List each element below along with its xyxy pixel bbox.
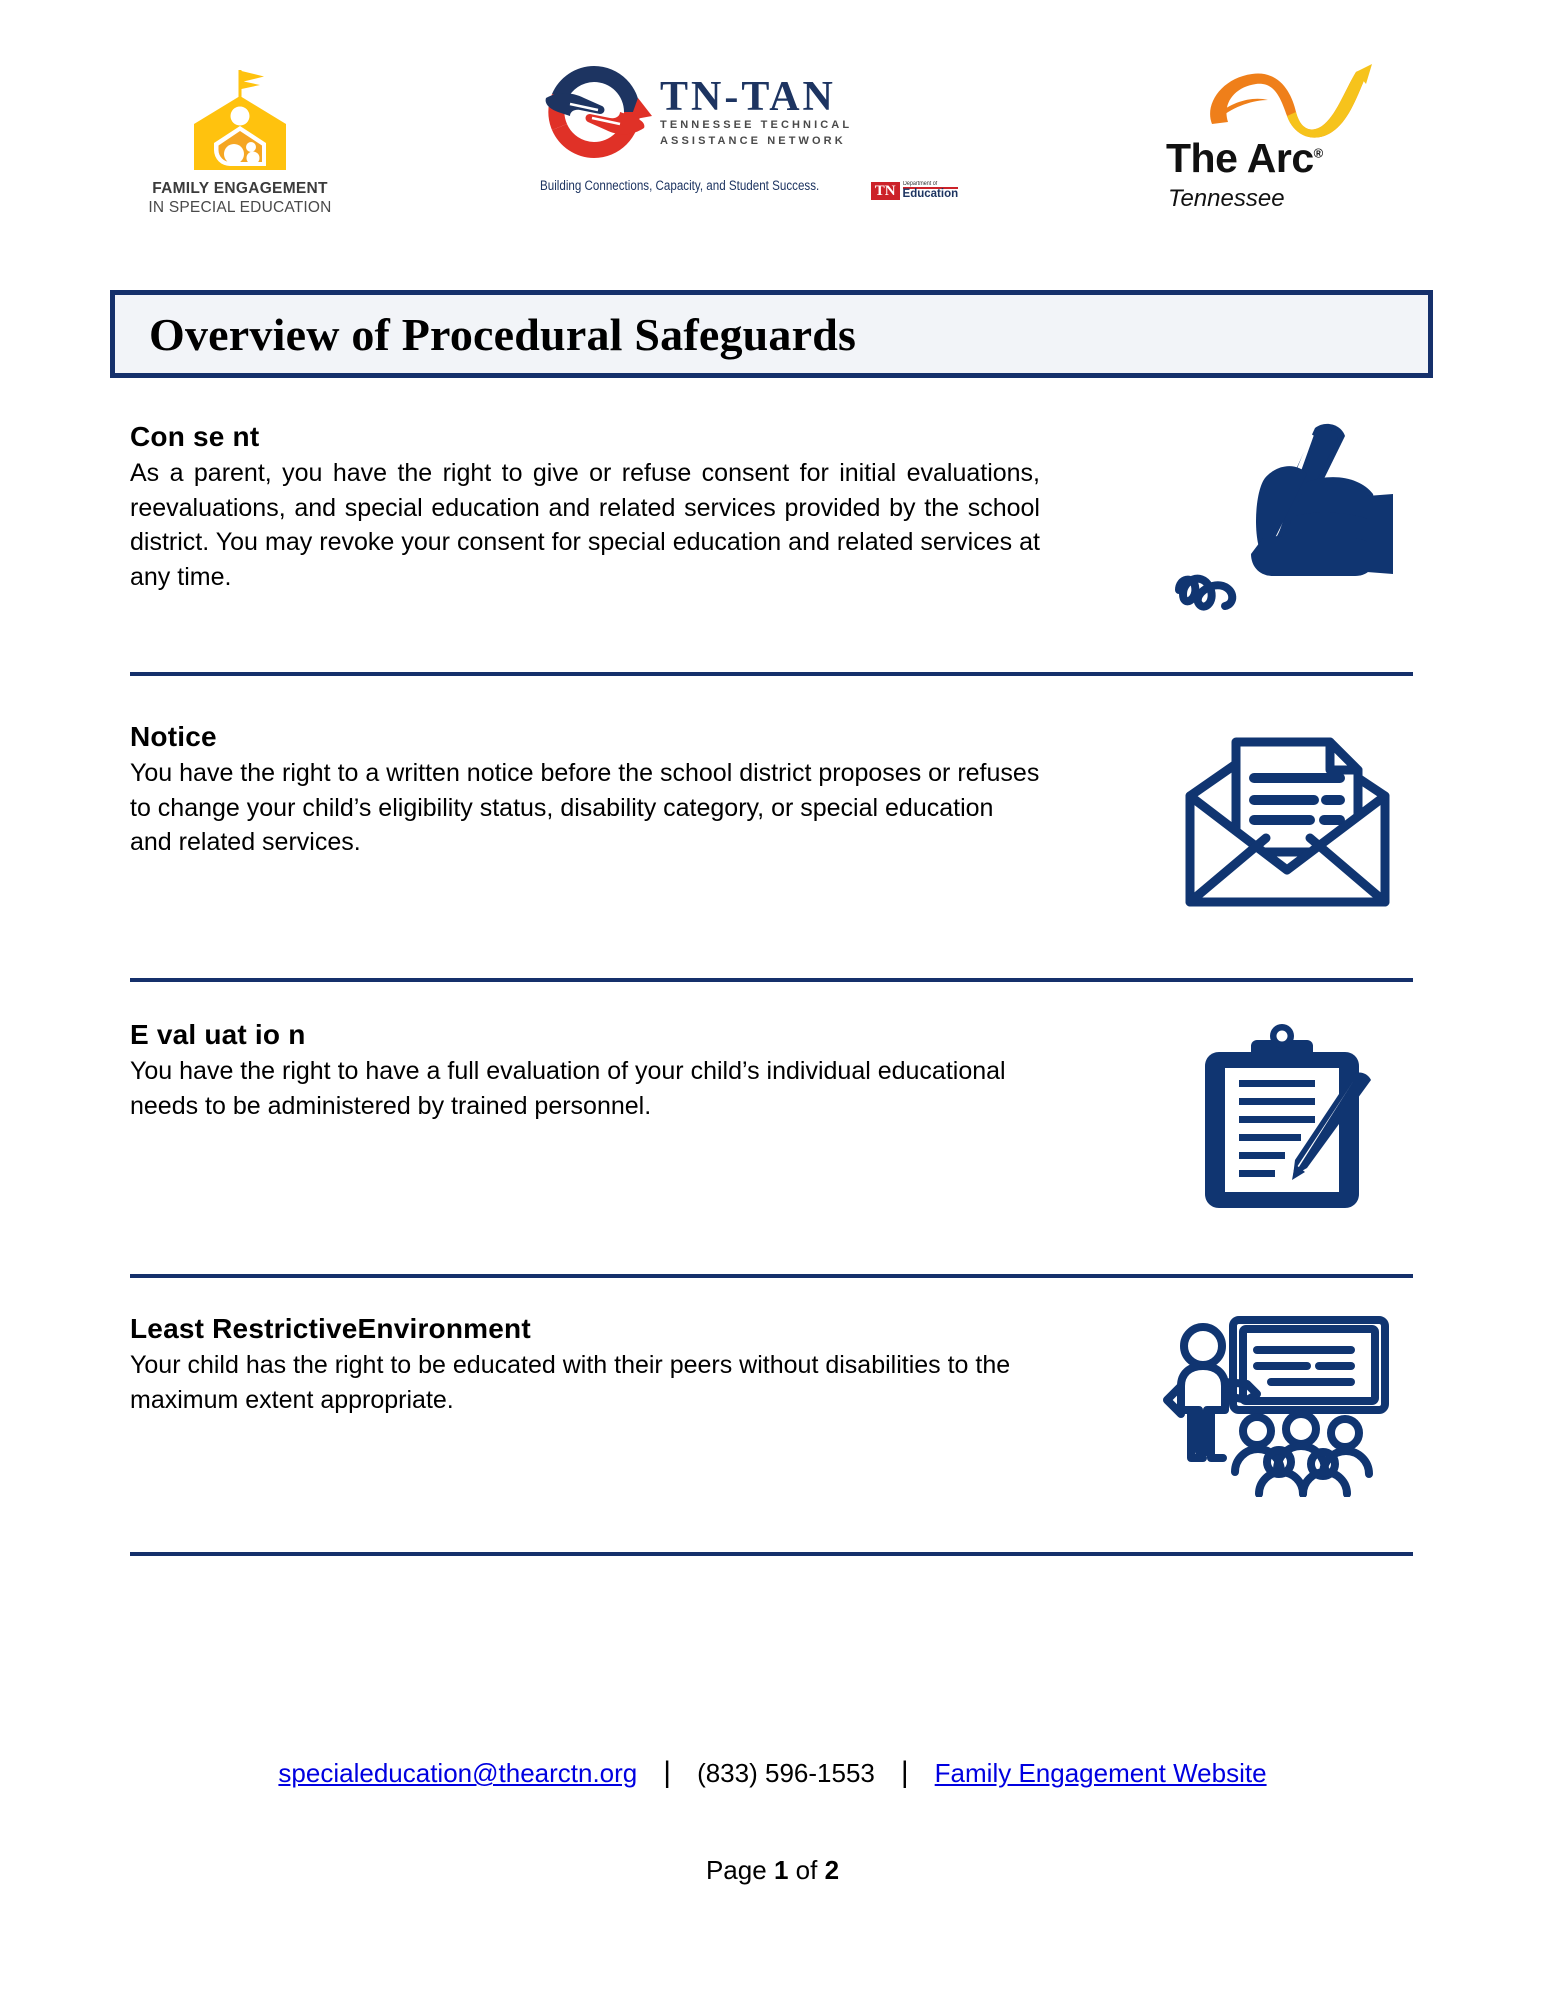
logo-arc-registered-mark: ® xyxy=(1313,145,1323,161)
header-logo-bar xyxy=(0,56,1545,236)
tn-department-of-education-badge xyxy=(871,170,958,200)
section-consent-heading: Con se nt xyxy=(130,421,260,452)
section-evaluation-body: You have the right to have a full evaluation of your child’s individual educational needs to be administered by trained personnel. xyxy=(130,1057,1006,1120)
shaking-hands-circle-icon xyxy=(540,58,652,166)
footer-email-link[interactable]: specialeducation@thearctn.org xyxy=(278,1758,638,1788)
logo-the-arc-tennessee xyxy=(1160,60,1410,232)
logo-tn-tan-title: TN-TAN xyxy=(660,74,836,121)
footer-separator: | xyxy=(900,1755,909,1789)
page-title: Overview of Procedural Safeguards xyxy=(149,308,857,360)
page-number-current: 1 xyxy=(773,1855,789,1885)
logo-tn-tan-subtitle-line2: ASSISTANCE NETWORK xyxy=(660,135,846,147)
schoolhouse-flag-icon xyxy=(100,62,380,174)
logo-arc-state: Tennessee xyxy=(1168,185,1285,212)
page-number-prefix: Page xyxy=(705,1855,767,1885)
page-number-middle: of xyxy=(795,1855,818,1885)
section-notice-heading: Notice xyxy=(130,721,217,752)
tn-badge-abbreviation: TN xyxy=(871,182,900,200)
logo-family-engagement-line2: IN SPECIAL EDUCATION xyxy=(148,199,332,217)
logo-family-engagement xyxy=(100,62,380,232)
section-divider xyxy=(130,672,1413,676)
logo-tn-tan-tagline: Building Connections, Capacity, and Student Success. xyxy=(540,177,820,193)
page-number-total: 2 xyxy=(824,1855,840,1885)
logo-arc-name xyxy=(1160,135,1410,181)
footer-website-link[interactable]: Family Engagement Website xyxy=(934,1758,1267,1788)
clipboard-pen-icon xyxy=(1195,1018,1395,1221)
section-divider xyxy=(130,1552,1413,1556)
tn-badge-education-label: Education xyxy=(902,187,959,200)
logo-tn-tan xyxy=(540,56,959,236)
footer-separator: | xyxy=(663,1755,672,1789)
section-notice xyxy=(0,720,1545,910)
section-lre-heading: Least RestrictiveEnvironment xyxy=(130,1313,531,1344)
open-envelope-letter-icon xyxy=(1180,720,1395,920)
section-divider xyxy=(130,1274,1413,1278)
section-lre xyxy=(0,1312,1545,1502)
tn-badge-department-label: Department of xyxy=(902,180,937,187)
section-divider xyxy=(130,978,1413,982)
section-evaluation xyxy=(0,1018,1545,1198)
logo-family-engagement-line1: FAMILY ENGAGEMENT xyxy=(152,180,328,197)
section-consent xyxy=(0,420,1545,620)
hand-signing-pen-icon xyxy=(1165,420,1395,625)
logo-arc-name-text: The Arc xyxy=(1166,135,1314,181)
page-title-banner xyxy=(110,290,1433,378)
logo-tn-tan-subtitle-line1: TENNESSEE TECHNICAL xyxy=(660,119,853,132)
section-consent-body: As a parent, you have the right to give or refuse consent for initial evaluations, reevaluations, and special education and related services provided by the school district. You may revoke your consent for special education and related services at any time. xyxy=(130,459,1040,591)
section-lre-body: Your child has the right to be educated with their peers without disabilities to the maximum extent appropriate. xyxy=(130,1351,1011,1414)
page-number xyxy=(0,1855,1545,1886)
arc-swoosh-icon xyxy=(1160,60,1410,138)
section-notice-body: You have the right to a written notice before the school district proposes or refuses to change your child’s eligibility status, disability category, or special education and related services. xyxy=(130,759,1040,857)
teacher-classroom-icon xyxy=(1155,1312,1395,1502)
footer-phone-number: (833) 596-1553 xyxy=(697,1758,875,1788)
section-evaluation-heading: E val uat io n xyxy=(130,1019,306,1050)
footer-contact-bar xyxy=(0,1755,1545,1789)
